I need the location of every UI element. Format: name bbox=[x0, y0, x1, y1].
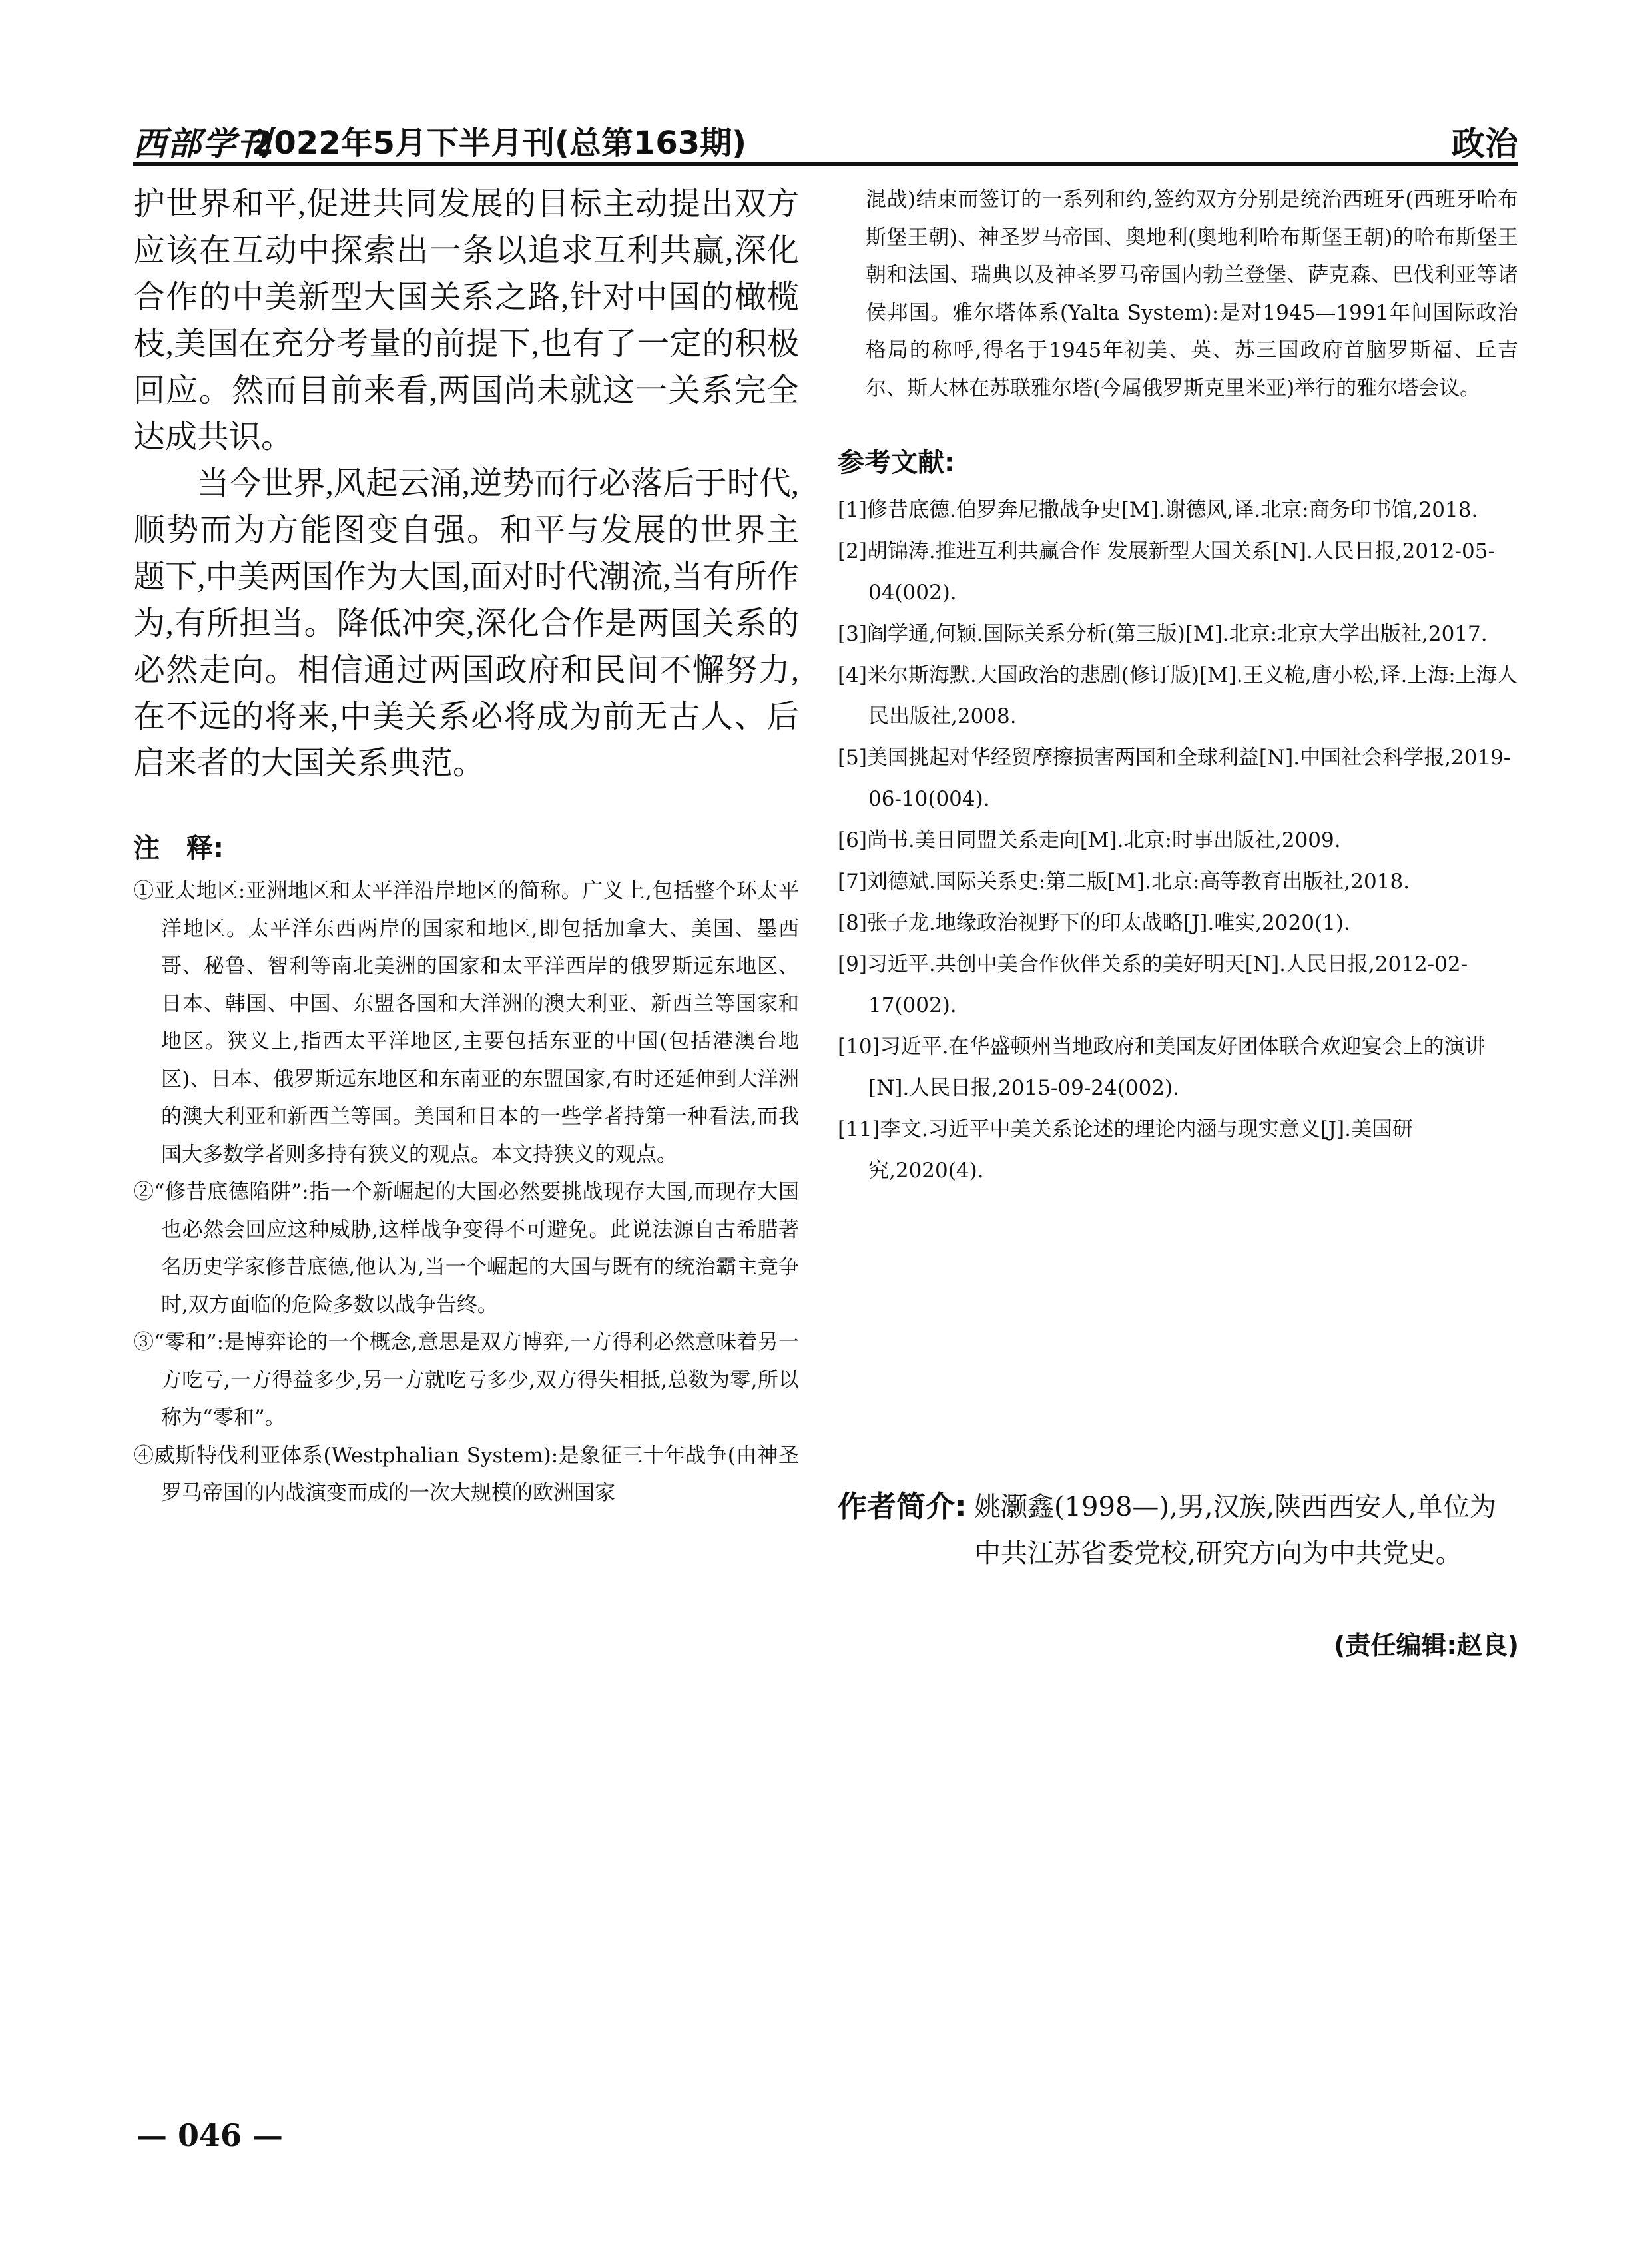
note-item-1: ①亚太地区:亚洲地区和太平洋沿岸地区的简称。广义上,包括整个环太平洋地区。太平洋东西两岸的国家和地区,即包括加拿大、美国、墨西哥、秘鲁、智利等南北美洲的国家和太平洋西岸的俄罗斯远东地区、日本、韩国、中国、东盟各国和大洋洲的澳大利亚、新西兰等国家和地区。狭义上,指西太平洋地区,主要包括东亚的中国(包括港澳台地区)、日本、俄罗斯远东地区和东南亚的东盟国家,有时还延伸到大洋洲的澳大利亚和新西兰等国。美国和日本的一些学者持第一种看法,而我国大多数学者则多持有狭义的观点。本文持狭义的观点。 bbox=[133, 879, 799, 1167]
reference-item-6: [6]尚书.美日同盟关系走向[M].北京:时事出版社,2009. bbox=[838, 828, 1341, 852]
section-label: 政治 bbox=[1452, 125, 1518, 163]
reference-item-3: [3]阎学通,何颖.国际关系分析(第三版)[M].北京:北京大学出版社,2017. bbox=[838, 622, 1488, 646]
journal-logo: 西部学刊 bbox=[133, 124, 272, 163]
reference-item-9: [9]习近平.共创中美合作伙伴关系的美好明天[N].人民日报,2012-02-17(002). bbox=[838, 952, 1468, 1017]
reference-item-2: [2]胡锦涛.推进互利共赢合作 发展新型大国关系[N].人民日报,2012-05-04(002). bbox=[838, 539, 1495, 605]
header-rule bbox=[133, 162, 1518, 166]
reference-item-11: [11]李文.习近平中美关系论述的理论内涵与现实意义[J].美国研究,2020(4). bbox=[838, 1117, 1413, 1183]
page-number: — 046 — bbox=[137, 2117, 284, 2153]
note-item-4-continuation: 混战)结束而签订的一系列和约,签约双方分别是统治西班牙(西班牙哈布斯堡王朝)、神圣罗马帝国、奥地利(奥地利哈布斯堡王朝)的哈布斯堡王朝和法国、瑞典以及神圣罗马帝国内勃兰登堡、萨克森、巴伐利亚等诸侯邦国。雅尔塔体系(Yalta System):是对1945—1991年间国际政治格局的称呼,得名于1945年初美、英、苏三国政府首脑罗斯福、丘吉尔、斯大林在苏联雅尔塔(今属俄罗斯克里米亚)举行的雅尔塔会议。 bbox=[866, 188, 1518, 400]
note-item-3: ③“零和”:是博弈论的一个概念,意思是双方博弈,一方得利必然意味着另一方吃亏,一方得益多少,另一方就吃亏多少,双方得失相抵,总数为零,所以称为“零和”。 bbox=[133, 1330, 799, 1430]
left-column bbox=[133, 181, 799, 1512]
editor-credit: (责任编辑:赵良) bbox=[1334, 1631, 1519, 1660]
notes-list bbox=[133, 872, 799, 1512]
reference-item-5: [5]美国挑起对华经贸摩擦损害两国和全球利益[N].中国社会科学报,2019-06-10(004). bbox=[838, 746, 1511, 811]
author-bio-label: 作者简介: bbox=[838, 1490, 967, 1524]
reference-item-8: [8]张子龙.地缘政治视野下的印太战略[J].唯实,2020(1). bbox=[838, 911, 1350, 935]
reference-item-7: [7]刘德斌.国际关系史:第二版[M].北京:高等教育出版社,2018. bbox=[838, 870, 1410, 894]
issue-info: 2022年5月下半月刊(总第163期) bbox=[252, 125, 747, 162]
right-column bbox=[838, 181, 1518, 1191]
body-paragraph-1: 护世界和平,促进共同发展的目标主动提出双方应该在互动中探索出一条以追求互利共赢,深化合作的中美新型大国关系之路,针对中国的橄榄枝,美国在充分考量的前提下,也有了一定的积极回应。然而目前来看,两国尚未就这一关系完全达成共识。 bbox=[133, 186, 799, 455]
author-bio-text: 姚灏鑫(1998—),男,汉族,陕西西安人,单位为中共江苏省委党校,研究方向为中共党史。 bbox=[974, 1492, 1496, 1569]
note-item-2: ②“修昔底德陷阱”:指一个新崛起的大国必然要挑战现存大国,而现存大国也必然会回应这种威胁,这样战争变得不可避免。此说法源自古希腊著名历史学家修昔底德,他认为,当一个崛起的大国与既有的统治霸主竞争时,双方面临的危险多数以战争告终。 bbox=[133, 1180, 799, 1317]
reference-item-10: [10]习近平.在华盛顿州当地政府和美国友好团体联合欢迎宴会上的演讲[N].人民日报,2015-09-24(002). bbox=[838, 1035, 1486, 1100]
body-paragraph-2: 当今世界,风起云涌,逆势而行必落后于时代,顺势而为方能图变自强。和平与发展的世界主题下,中美两国作为大国,面对时代潮流,当有所作为,有所担当。降低冲突,深化合作是两国关系的必然走向。相信通过两国政府和民间不懈努力,在不远的将来,中美关系必将成为前无古人、后启来者的大国关系典范。 bbox=[133, 466, 799, 781]
reference-item-4: [4]米尔斯海默.大国政治的悲剧(修订版)[M].王义桅,唐小松,译.上海:上海人民出版社,2008. bbox=[838, 663, 1517, 728]
notes-title: 注 释: bbox=[133, 833, 224, 864]
note-item-4: ④威斯特伐利亚体系(Westphalian System):是象征三十年战争(由神圣罗马帝国的内战演变而成的一次大规模的欧洲国家 bbox=[133, 1443, 799, 1505]
page-header bbox=[133, 112, 1518, 165]
references-title: 参考文献: bbox=[838, 447, 955, 478]
reference-item-1: [1]修昔底德.伯罗奔尼撒战争史[M].谢德风,译.北京:商务印书馆,2018. bbox=[838, 498, 1478, 522]
references-list bbox=[838, 489, 1518, 1191]
